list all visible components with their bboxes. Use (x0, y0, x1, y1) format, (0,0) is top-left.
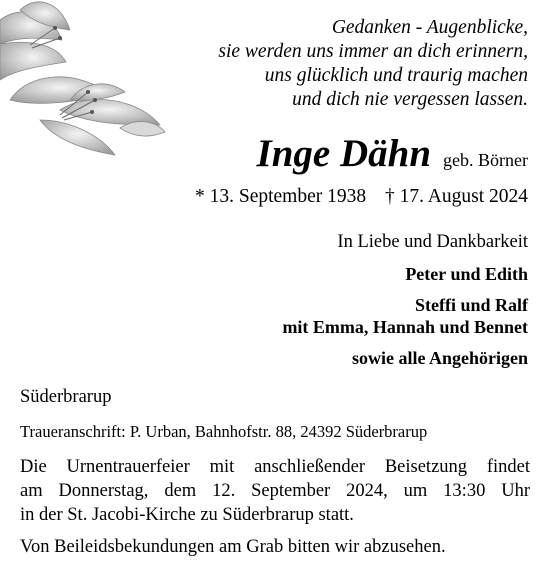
life-dates (195, 186, 528, 208)
poem-line: sie werden uns immer an dich erinnern, (218, 41, 528, 62)
maiden-name: geb. Börner (443, 150, 528, 170)
mourner-family: Steffi und Ralf (414, 295, 528, 315)
mourner-family: Peter und Edith (405, 264, 528, 284)
mourning-address: Traueranschrift: P. Urban, Bahnhofstr. 88, 24392 Süderbrarup (20, 422, 428, 441)
deceased-name-line (257, 131, 528, 177)
ceremony-line: in der St. Jacobi-Kirche zu Süderbrarup statt. (20, 505, 354, 525)
poem-line: und dich nie vergessen lassen. (292, 89, 528, 110)
poem-line: uns glücklich und traurig machen (264, 65, 528, 86)
condolence-note: Von Beileidsbekundungen am Grab bitten wir abzusehen. (20, 537, 446, 557)
ceremony-line: am Donnerstag, dem 12. September 2024, um 13:30 Uhr (20, 481, 530, 501)
ceremony-line: Die Urnentrauerfeier mit anschließender Beisetzung findet (20, 457, 530, 477)
poem-line: Gedanken - Augenblicke, (331, 17, 528, 38)
death-date: † 17. August 2024 (384, 186, 528, 207)
poem (128, 16, 528, 112)
mourners-intro: In Liebe und Dankbarkeit (337, 232, 528, 252)
deceased-name: Inge Dähn (256, 132, 432, 175)
mourners (128, 230, 528, 369)
mourner-family: mit Emma, Hannah und Bennet (282, 317, 528, 337)
ceremony-notice (20, 455, 530, 527)
birth-date: * 13. September 1938 (194, 186, 367, 207)
place: Süderbrarup (20, 387, 112, 407)
mourner-family: sowie alle Angehörigen (352, 348, 528, 368)
